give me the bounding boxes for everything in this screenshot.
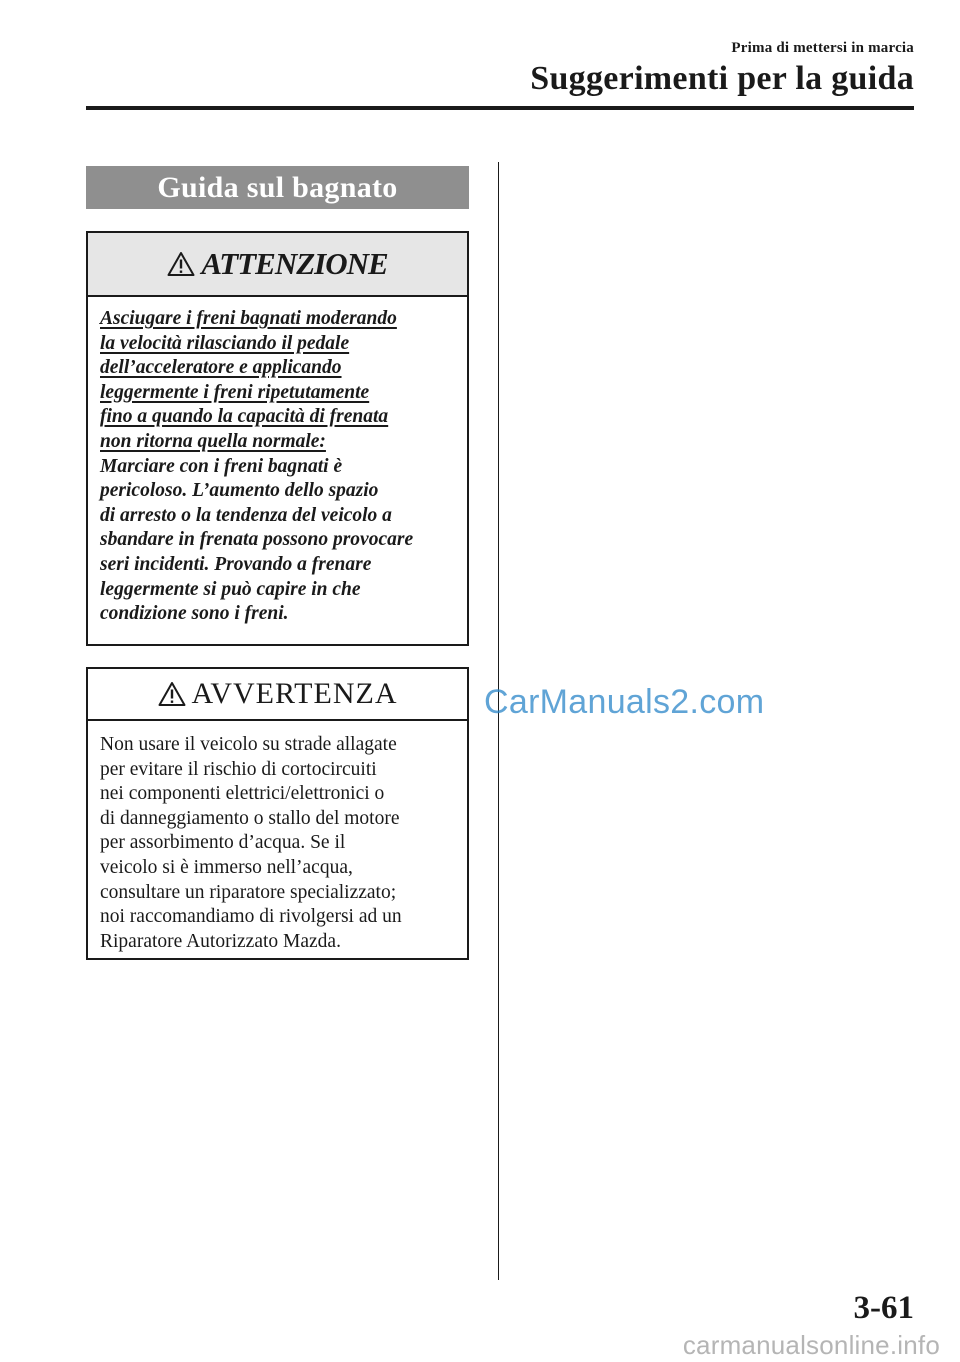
attenzione-line: fino a quando la capacità di frenata: [100, 406, 389, 428]
attenzione-header: [88, 233, 467, 297]
attenzione-line: di arresto o la tendenza del veicolo a: [100, 504, 392, 526]
header-rule: [86, 106, 914, 110]
avvertenza-line: per assorbimento d’acqua. Se il: [100, 832, 346, 854]
avvertenza-header: [88, 669, 467, 721]
attenzione-box: [86, 231, 469, 646]
section-title: Suggerimenti per la guida: [530, 60, 914, 97]
attenzione-line: leggermente si può capire in che: [100, 578, 361, 600]
attenzione-line: la velocità rilasciando il pedale: [100, 332, 350, 354]
avvertenza-box: [86, 667, 469, 960]
avvertenza-line: veicolo si è immerso nell’acqua,: [100, 856, 353, 878]
attenzione-line: pericoloso. L’aumento dello spazio: [100, 480, 379, 502]
avvertenza-line: Non usare il veicolo su strade allagate: [100, 734, 397, 755]
warning-triangle-icon: [167, 251, 195, 277]
topic-banner: Guida sul bagnato: [86, 166, 469, 209]
footer-watermark-link[interactable]: carmanualsonline.info: [682, 1330, 940, 1360]
avvertenza-line: consultare un riparatore specializzato;: [100, 881, 397, 903]
avvertenza-line: di danneggiamento o stallo del motore: [100, 807, 400, 829]
attenzione-line: Marciare con i freni bagnati è: [100, 455, 343, 477]
attenzione-line: non ritorna quella normale:: [100, 430, 326, 452]
avvertenza-line: noi raccomandiamo di rivolgersi ad un: [100, 906, 402, 928]
avvertenza-line: per evitare il rischio di cortocircuiti: [100, 758, 377, 780]
attenzione-line: leggermente i freni ripetutamente: [100, 381, 370, 403]
watermark-link[interactable]: CarManuals2.com: [484, 683, 765, 721]
attenzione-line: Asciugare i freni bagnati moderando: [100, 308, 397, 329]
attenzione-heading: ATTENZIONE: [201, 246, 388, 281]
attenzione-line: seri incidenti. Provando a frenare: [100, 553, 372, 575]
attenzione-line: sbandare in frenata possono provocare: [100, 529, 414, 551]
chapter-title: Prima di mettersi in marcia: [731, 40, 914, 56]
avvertenza-line: nei componenti elettrici/elettronici o: [100, 783, 385, 805]
attenzione-body: [88, 297, 467, 627]
attenzione-line: dell’acceleratore e applicando: [100, 357, 342, 379]
avvertenza-body: [88, 721, 467, 954]
page-number: 3-61: [853, 1290, 914, 1326]
avvertenza-heading: AVVERTENZA: [191, 677, 398, 710]
attenzione-line: condizione sono i freni.: [100, 603, 289, 625]
warning-triangle-icon: [158, 681, 186, 707]
avvertenza-line: Riparatore Autorizzato Mazda.: [100, 930, 341, 952]
